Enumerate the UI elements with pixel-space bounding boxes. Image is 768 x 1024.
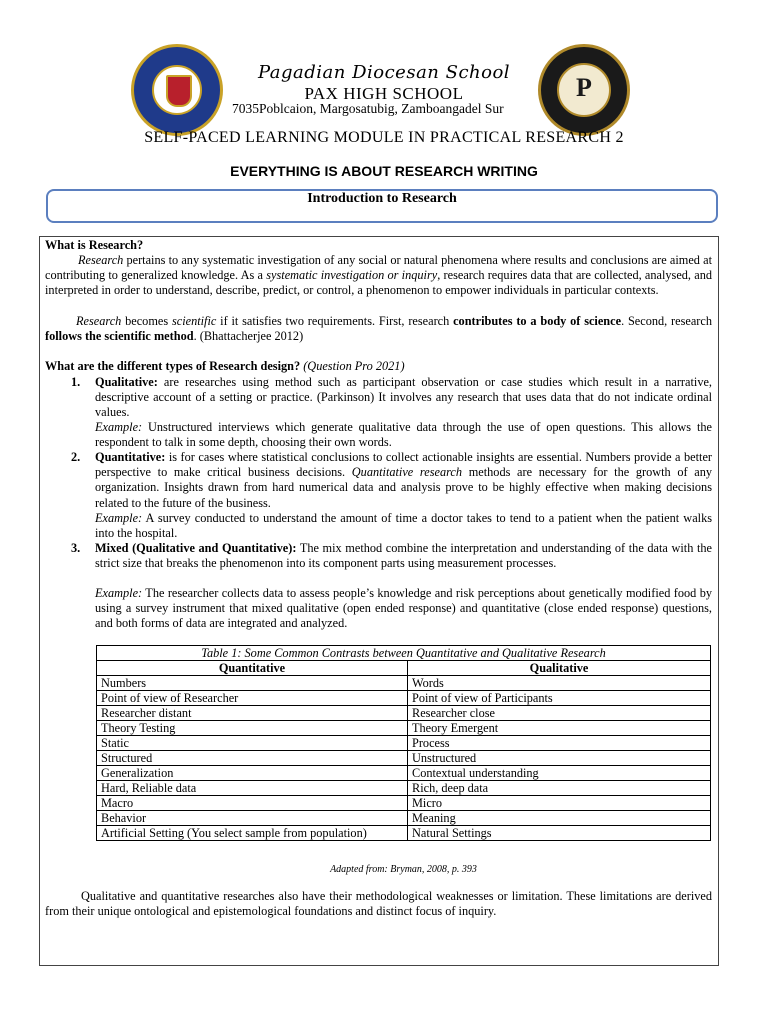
table-cell: Generalization: [97, 766, 408, 781]
list-number: 3.: [71, 541, 81, 555]
table-cell: Numbers: [97, 676, 408, 691]
table-cell: Process: [408, 736, 711, 751]
column-header-quantitative: Quantitative: [97, 661, 408, 676]
quantitative-description: Quantitative: is for cases where statistical conclusions to collect actionable insights are essential. Numbers provide a better perspective to make critical business decisions. Quantitative research methods are necessary for the growth of any organization. Insights drawn from hard numerical data and analysis prove to be highly effective when making decisions related to the future of the business.: [95, 450, 712, 510]
table-cell: Words: [408, 676, 711, 691]
column-header-qualitative: Qualitative: [408, 661, 711, 676]
table-row: [97, 706, 711, 721]
school-address: 7035Poblcaion, Margosatubig, Zamboangadel Sur: [232, 101, 504, 116]
school-name: Pagadian Diocesan School: [257, 62, 511, 83]
mixed-example: Example: The researcher collects data to assess people’s knowledge and risk perceptions about genetically modified food by using a survey instrument that mixed qualitative (open ended response) and quantitative (close ended response) questions, and both forms of data are integrated and analyzed.: [95, 586, 712, 631]
table-row: [97, 766, 711, 781]
table-row: [97, 781, 711, 796]
table-cell: Structured: [97, 751, 408, 766]
list-number: 2.: [71, 450, 81, 464]
table-cell: Point of view of Researcher: [97, 691, 408, 706]
pax-seal-icon: P: [538, 44, 630, 136]
qualitative-example: Example: Unstructured interviews which generate qualitative data through the use of open questions. This allows the respondent to talk in some depth, choosing their own words.: [95, 420, 712, 450]
what-is-research-heading: What is Research?: [45, 238, 144, 252]
list-number: 1.: [71, 375, 81, 389]
research-types-heading: What are the different types of Research design? (Question Pro 2021): [45, 359, 405, 373]
table-row: [97, 676, 711, 691]
closing-paragraph: Qualitative and quantitative researches also have their methodological weaknesses or limitation. These limitations are derived from their unique ontological and epistemological foundations and distinct focus of inquiry.: [45, 889, 712, 919]
research-definition-paragraph: Research pertains to any systematic investigation of any social or natural phenomena where results and conclusions are aimed at contributing to generalized knowledge. As a systematic investigation or inquiry, research requires data that are collected, analysed, and interpreted in order to understand, describe, predict, or control, a phenomenon to empower individuals in particular contexts.: [45, 253, 712, 298]
table-cell: Micro: [408, 796, 711, 811]
table-cell: Artificial Setting (You select sample from population): [97, 826, 408, 841]
table-source-note: Adapted from: Bryman, 2008, p. 393: [330, 864, 477, 875]
table-header-row: [97, 661, 711, 676]
table-cell: Unstructured: [408, 751, 711, 766]
table-cell: Theory Testing: [97, 721, 408, 736]
mixed-description: Mixed (Qualitative and Quantitative): The mix method combine the interpretation and understanding of the data with the strict size that breaks the phenomenon into its component parts using measurement processes.: [95, 541, 712, 571]
table-cell: Hard, Reliable data: [97, 781, 408, 796]
table-row: [97, 751, 711, 766]
table-cell: Contextual understanding: [408, 766, 711, 781]
high-school-name: PAX HIGH SCHOOL: [304, 84, 464, 103]
table-cell: Researcher close: [408, 706, 711, 721]
table-caption: Table 1: Some Common Contrasts between Quantitative and Qualitative Research: [96, 645, 711, 660]
scientific-research-paragraph: Research becomes scientific if it satisfies two requirements. First, research contributes to a body of science. Second, research follows the scientific method. (Bhattacherjee 2012): [45, 314, 713, 344]
table-row: [97, 736, 711, 751]
table-row: [97, 796, 711, 811]
table-cell: Researcher distant: [97, 706, 408, 721]
section-title: Introduction to Research: [46, 189, 718, 223]
quantitative-example: Example: A survey conducted to understand the amount of time a doctor takes to tend to a patient when the patient walks into the hospital.: [95, 511, 712, 541]
qualitative-description: Qualitative: are researches using method such as participant observation or case studies which result in a narrative, descriptive account of a setting or practice. (Parkinson) It involves any research that uses data that do not indicate ordinal values.: [95, 375, 712, 420]
table-cell: Rich, deep data: [408, 781, 711, 796]
module-title: SELF-PACED LEARNING MODULE IN PRACTICAL RESEARCH 2: [144, 129, 624, 146]
table-cell: Macro: [97, 796, 408, 811]
table-cell: Theory Emergent: [408, 721, 711, 736]
table-row: [97, 721, 711, 736]
table-cell: Natural Settings: [408, 826, 711, 841]
table-cell: Behavior: [97, 811, 408, 826]
contrast-table: [96, 645, 711, 841]
table-cell: Point of view of Participants: [408, 691, 711, 706]
table-cell: Static: [97, 736, 408, 751]
table-row: [97, 826, 711, 841]
main-title: EVERYTHING IS ABOUT RESEARCH WRITING: [230, 163, 538, 179]
table-row: [97, 691, 711, 706]
table-row: [97, 811, 711, 826]
table-cell: Meaning: [408, 811, 711, 826]
